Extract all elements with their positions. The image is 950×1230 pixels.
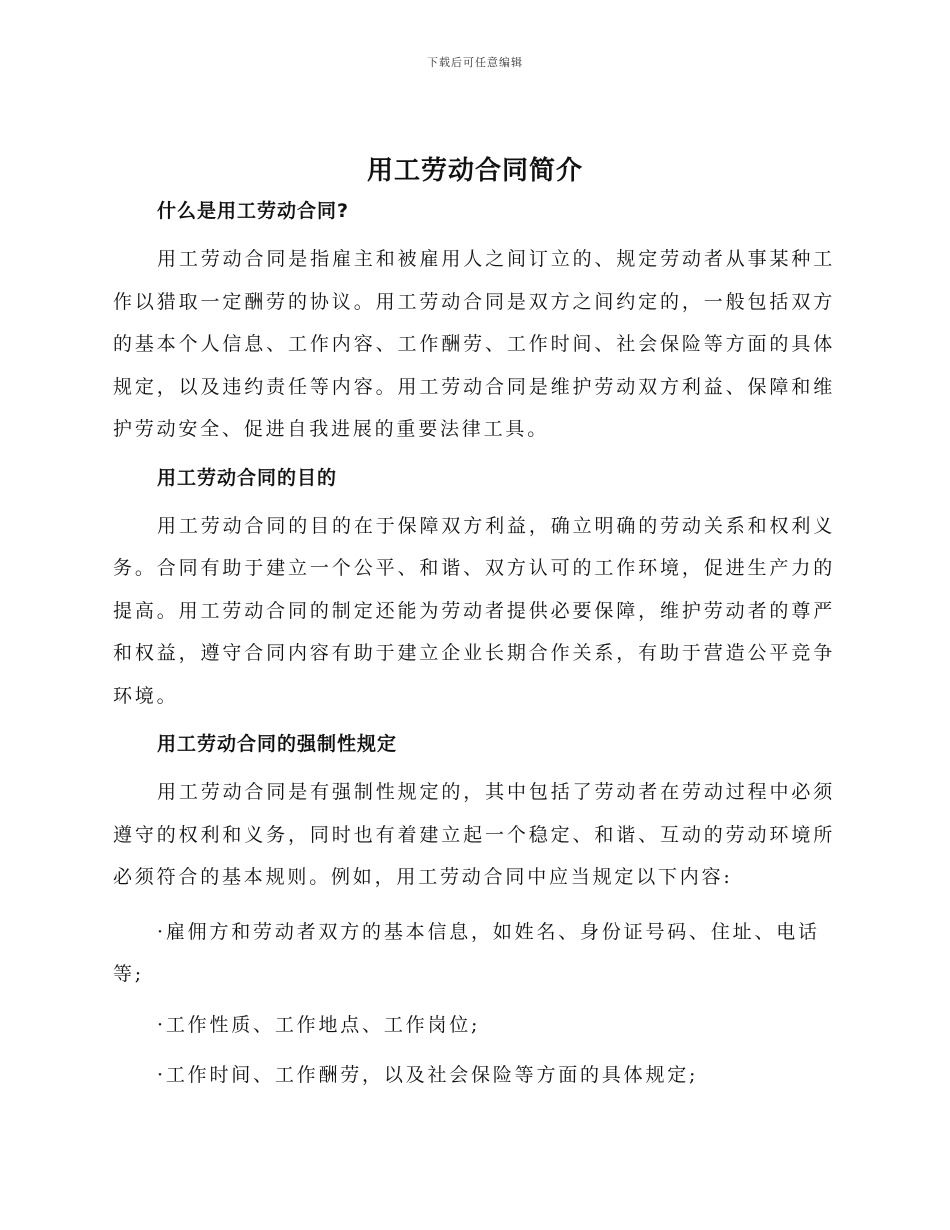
list-item: ·雇佣方和劳动者双方的基本信息，如姓名、身份证号码、住址、电话等; — [113, 920, 820, 985]
section-paragraph-what-is: 用工劳动合同是指雇主和被雇用人之间订立的、规定劳动者从事某种工作以猎取一定酬劳的协议。用工劳动合同是双方之间约定的，一般包括双方的基本个人信息、工作内容、工作酬劳、工作时间、社会保险等方面的具体规定，以及违约责任等内容。用工劳动合同是维护劳动双方利益、保障和维护劳动安全、促进自我进展的重要法律工具。 — [113, 248, 835, 440]
document-body — [113, 196, 835, 1105]
list-item: ·工作时间、工作酬劳，以及社会保险等方面的具体规定; — [157, 1064, 699, 1086]
document-title: 用工劳动合同简介 — [366, 156, 583, 186]
section-heading-purpose: 用工劳动合同的目的 — [157, 466, 338, 489]
list-item: ·工作性质、工作地点、工作岗位; — [157, 1013, 481, 1036]
section-paragraph-purpose: 用工劳动合同的目的在于保障双方利益，确立明确的劳动关系和权利义务。合同有助于建立一个公平、和谐、双方认可的工作环境，促进生产力的提高。用工劳动合同的制定还能为劳动者提供必要保障，维护劳动者的尊严和权益，遵守合同内容有助于建立企业长期合作关系，有助于营造公平竞争环境。 — [113, 514, 835, 707]
section-heading-what-is: 什么是用工劳动合同? — [157, 200, 350, 222]
header-note: 下载后可任意编辑 — [427, 56, 523, 69]
section-paragraph-mandatory: 用工劳动合同是有强制性规定的，其中包括了劳动者在劳动过程中必须遵守的权利和义务，同时也有着建立起一个稳定、和谐、互动的劳动环境所必须符合的基本规则。例如，用工劳动合同中应当规定以下内容: — [113, 781, 835, 888]
section-heading-mandatory: 用工劳动合同的强制性规定 — [157, 733, 398, 755]
